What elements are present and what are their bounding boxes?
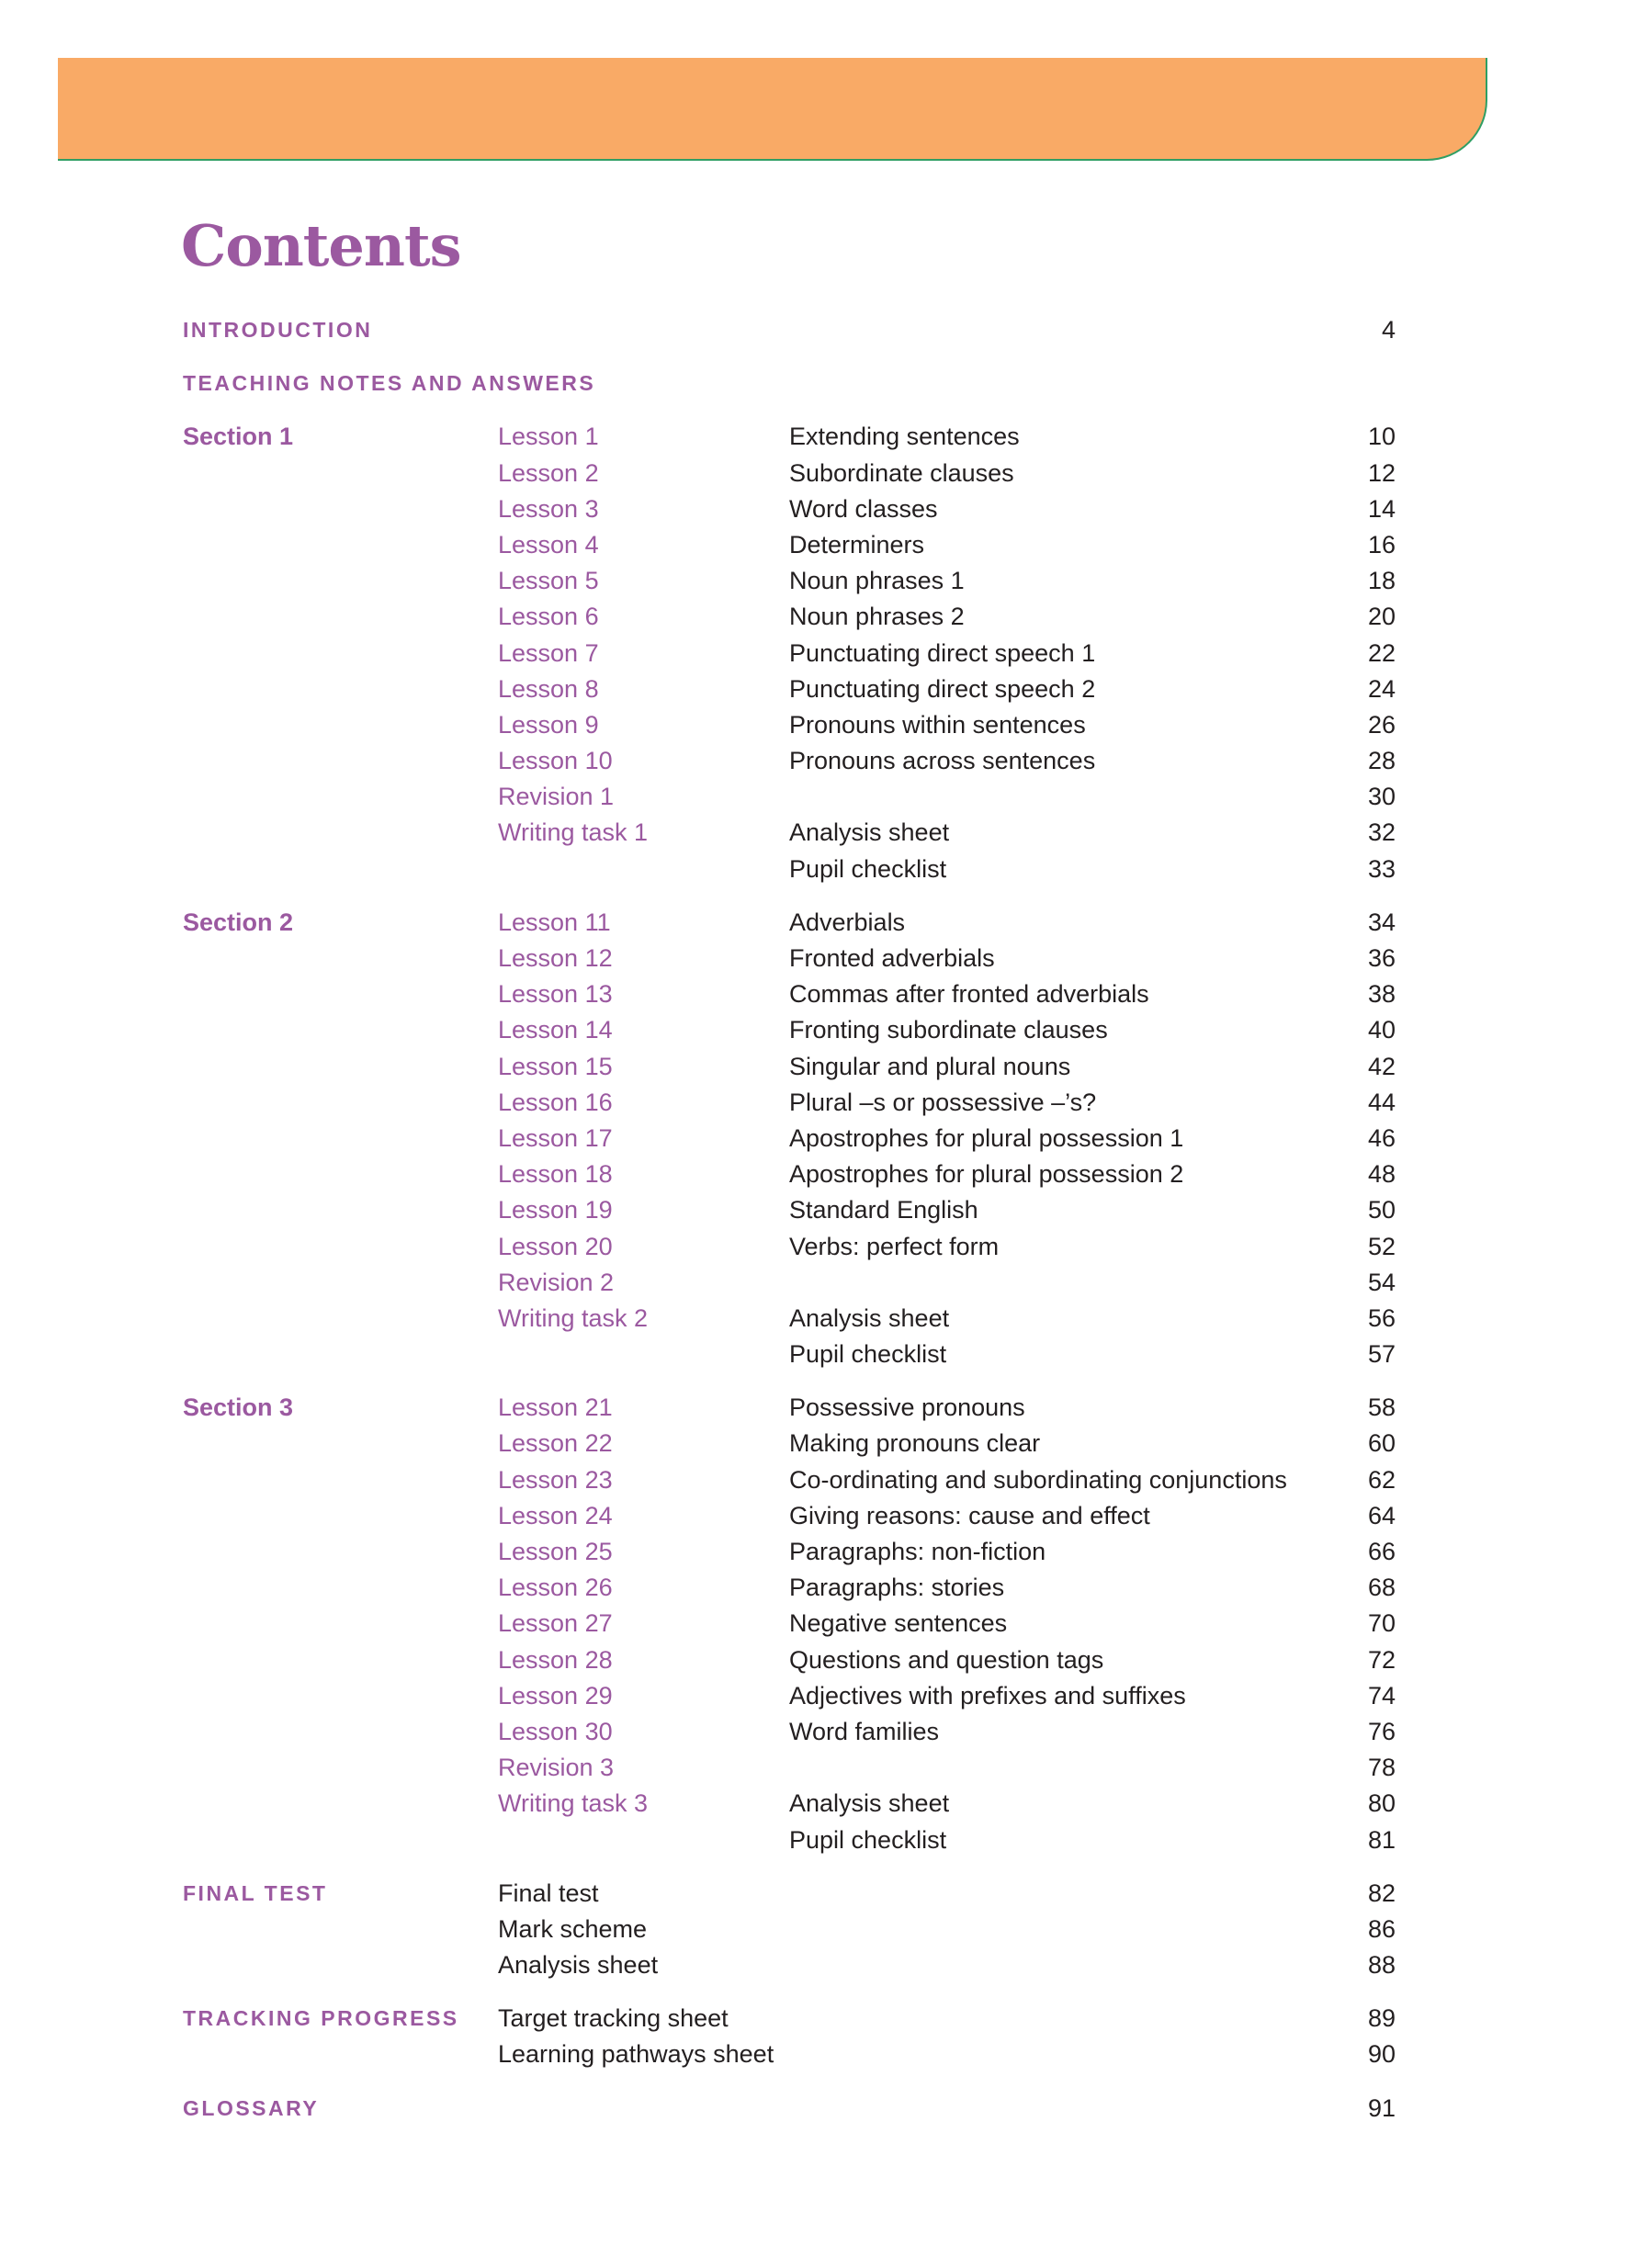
toc-entry[interactable]: [183, 2037, 1396, 2072]
toc-entry[interactable]: [183, 707, 1396, 743]
page-number: 62: [1367, 1465, 1396, 1494]
entry-topic[interactable]: Giving reasons: cause and effect: [789, 1501, 1150, 1529]
page-number: 68: [1367, 1574, 1396, 1602]
entry-topic[interactable]: Extending sentences: [789, 423, 1020, 451]
page-number: 66: [1367, 1538, 1396, 1565]
toc-entry[interactable]: [183, 527, 1396, 563]
entry-topic[interactable]: Punctuating direct speech 2: [789, 674, 1096, 703]
toc-entry[interactable]: [183, 815, 1396, 851]
page-number: 40: [1367, 1016, 1396, 1044]
entry-topic[interactable]: Analysis sheet: [789, 1303, 950, 1332]
entry-label[interactable]: Lesson 14: [498, 1016, 613, 1044]
entry-label[interactable]: Lesson 17: [498, 1123, 613, 1152]
page-number: 52: [1367, 1232, 1396, 1260]
entry-topic[interactable]: Pronouns across sentences: [789, 747, 1096, 775]
toc-entry[interactable]: [183, 1390, 1396, 1426]
toc-entry[interactable]: [183, 1229, 1396, 1265]
toc-entry[interactable]: [183, 1876, 1396, 1912]
page-number: 32: [1367, 818, 1396, 847]
entry-label[interactable]: Writing task 1: [498, 818, 649, 847]
toc-group: [183, 1876, 1396, 1984]
entry-label[interactable]: Lesson 26: [498, 1574, 613, 1602]
entry-topic[interactable]: Standard English: [789, 1196, 978, 1224]
entry-label[interactable]: Learning pathways sheet: [498, 2040, 774, 2069]
entry-label[interactable]: Lesson 29: [498, 1681, 613, 1709]
entry-topic[interactable]: Possessive pronouns: [789, 1394, 1025, 1422]
entry-topic[interactable]: Adverbials: [789, 908, 906, 936]
toc-entry[interactable]: [183, 1157, 1396, 1192]
page-number: 78: [1367, 1754, 1396, 1782]
toc-group: [183, 366, 1396, 401]
toc-entry[interactable]: [183, 1121, 1396, 1157]
page-number: 80: [1367, 1789, 1396, 1818]
entry-label[interactable]: Lesson 3: [498, 494, 599, 523]
toc-entry[interactable]: [183, 599, 1396, 635]
page-number: 36: [1367, 944, 1396, 972]
toc-entry[interactable]: [183, 1265, 1396, 1301]
page-number: 89: [1367, 2004, 1396, 2033]
page-number: 44: [1367, 1088, 1396, 1116]
entry-label[interactable]: Lesson 24: [498, 1501, 613, 1529]
toc-entry[interactable]: [183, 491, 1396, 527]
entry-label[interactable]: Lesson 4: [498, 530, 599, 559]
entry-label[interactable]: Lesson 15: [498, 1052, 613, 1080]
toc-entry[interactable]: [183, 1642, 1396, 1678]
toc-entry[interactable]: [183, 1049, 1396, 1085]
toc-entry[interactable]: [183, 1786, 1396, 1822]
entry-label[interactable]: Lesson 13: [498, 980, 613, 1009]
page-number: 4: [1381, 316, 1396, 344]
toc-entry[interactable]: [183, 1534, 1396, 1570]
toc-group: [183, 419, 1396, 886]
page-number: 42: [1367, 1052, 1396, 1080]
entry-topic[interactable]: Noun phrases 1: [789, 567, 965, 595]
toc-entry[interactable]: [183, 2001, 1396, 2037]
entry-label[interactable]: Lesson 23: [498, 1465, 613, 1494]
toc-group: [183, 905, 1396, 1372]
toc-entry[interactable]: [183, 312, 1396, 348]
section-heading: TEACHING NOTES AND ANSWERS: [183, 371, 596, 396]
page-number: 54: [1367, 1268, 1396, 1296]
entry-label[interactable]: Lesson 11: [498, 908, 611, 936]
page-number: 38: [1367, 980, 1396, 1009]
entry-label[interactable]: Lesson 19: [498, 1196, 613, 1224]
entry-topic[interactable]: Commas after fronted adverbials: [789, 980, 1149, 1009]
entry-label[interactable]: Revision 2: [498, 1268, 615, 1296]
toc-entry[interactable]: [183, 852, 1396, 887]
entry-topic[interactable]: Noun phrases 2: [789, 603, 965, 631]
toc-entry[interactable]: [183, 1606, 1396, 1642]
entry-topic[interactable]: Word classes: [789, 494, 938, 523]
page-number: 72: [1367, 1645, 1396, 1674]
page-number: 14: [1367, 494, 1396, 523]
toc-entry[interactable]: [183, 779, 1396, 815]
entry-topic[interactable]: Plural –s or possessive –’s?: [789, 1088, 1097, 1116]
entry-topic[interactable]: Pupil checklist: [789, 854, 947, 883]
entry-label[interactable]: Analysis sheet: [498, 1951, 659, 1980]
entry-label[interactable]: Lesson 18: [498, 1160, 613, 1189]
toc-entry[interactable]: [183, 1947, 1396, 1983]
entry-topic[interactable]: Pronouns within sentences: [789, 710, 1086, 739]
toc-entry[interactable]: [183, 1678, 1396, 1714]
entry-topic[interactable]: Negative sentences: [789, 1609, 1008, 1638]
entry-topic[interactable]: Questions and question tags: [789, 1645, 1104, 1674]
entry-label[interactable]: Lesson 10: [498, 747, 613, 775]
toc-entry[interactable]: [183, 1498, 1396, 1534]
entry-topic[interactable]: Paragraphs: stories: [789, 1574, 1005, 1602]
entry-label[interactable]: Lesson 21: [498, 1394, 613, 1422]
toc-entry[interactable]: [183, 636, 1396, 671]
entry-topic[interactable]: Paragraphs: non-fiction: [789, 1538, 1046, 1565]
page-number: 16: [1367, 530, 1396, 559]
toc-entry[interactable]: [183, 1301, 1396, 1337]
section-heading: FINAL TEST: [183, 1880, 328, 1905]
entry-label[interactable]: Lesson 12: [498, 944, 613, 972]
entry-topic[interactable]: Analysis sheet: [789, 818, 950, 847]
toc-entry[interactable]: [183, 2091, 1396, 2127]
toc-group: [183, 2091, 1396, 2127]
page-title: Contents: [181, 212, 461, 279]
entry-label[interactable]: Mark scheme: [498, 1914, 648, 1943]
toc-group: [183, 2001, 1396, 2072]
entry-topic[interactable]: Pupil checklist: [789, 1340, 947, 1369]
toc-entry[interactable]: [183, 941, 1396, 976]
toc-entry[interactable]: [183, 1912, 1396, 1947]
header-band: [58, 58, 1487, 161]
toc-group: [183, 312, 1396, 348]
page-number: 30: [1367, 783, 1396, 811]
page-number: 22: [1367, 638, 1396, 667]
entry-label[interactable]: Lesson 1: [498, 423, 599, 451]
entry-label[interactable]: Lesson 27: [498, 1609, 613, 1638]
entry-label[interactable]: Writing task 3: [498, 1789, 649, 1818]
entry-topic[interactable]: Adjectives with prefixes and suffixes: [789, 1681, 1186, 1709]
page-number: 24: [1367, 674, 1396, 703]
entry-label[interactable]: Lesson 2: [498, 458, 599, 487]
page-number: 76: [1367, 1717, 1396, 1745]
entry-label[interactable]: Lesson 7: [498, 638, 599, 667]
entry-label[interactable]: Lesson 9: [498, 710, 599, 739]
page-number: 56: [1367, 1303, 1396, 1332]
entry-topic[interactable]: Verbs: perfect form: [789, 1232, 1000, 1260]
section-heading: INTRODUCTION: [183, 318, 373, 342]
toc-entry[interactable]: [183, 905, 1396, 941]
entry-label[interactable]: Lesson 16: [498, 1088, 613, 1116]
page-number: 90: [1367, 2040, 1396, 2069]
page-number: 88: [1367, 1951, 1396, 1980]
entry-topic[interactable]: Punctuating direct speech 1: [789, 638, 1096, 667]
section-heading: GLOSSARY: [183, 2095, 320, 2120]
entry-topic[interactable]: Co-ordinating and subordinating conjunctions: [789, 1465, 1287, 1494]
entry-topic[interactable]: Word families: [789, 1717, 940, 1745]
toc-entry[interactable]: [183, 1085, 1396, 1121]
page-number: 10: [1367, 423, 1396, 451]
page-number: 12: [1367, 458, 1396, 487]
toc-group: [183, 1390, 1396, 1857]
page-number: 34: [1367, 908, 1396, 936]
page-number: 70: [1367, 1609, 1396, 1638]
page-number: 20: [1367, 603, 1396, 631]
table-of-contents: [183, 312, 1396, 2144]
toc-entry[interactable]: [183, 1750, 1396, 1786]
toc-entry[interactable]: [183, 743, 1396, 779]
entry-label[interactable]: Lesson 6: [498, 603, 599, 631]
section-heading: Section 2: [183, 908, 294, 936]
page-number: 26: [1367, 710, 1396, 739]
entry-topic[interactable]: Analysis sheet: [789, 1789, 950, 1818]
toc-entry[interactable]: [183, 976, 1396, 1012]
page-number: 57: [1367, 1340, 1396, 1369]
toc-entry[interactable]: [183, 419, 1396, 455]
page-number: 74: [1367, 1681, 1396, 1709]
entry-label[interactable]: Revision 3: [498, 1754, 615, 1782]
page-number: 50: [1367, 1196, 1396, 1224]
toc-entry[interactable]: [183, 1012, 1396, 1048]
entry-topic[interactable]: Determiners: [789, 530, 925, 559]
entry-topic[interactable]: Fronting subordinate clauses: [789, 1016, 1108, 1044]
toc-entry[interactable]: [183, 1426, 1396, 1461]
toc-entry[interactable]: [183, 1714, 1396, 1750]
toc-entry: [183, 366, 1396, 401]
section-heading: Section 3: [183, 1394, 294, 1422]
page-number: 82: [1367, 1879, 1396, 1907]
toc-entry[interactable]: [183, 1822, 1396, 1858]
toc-entry[interactable]: [183, 671, 1396, 707]
page-number: 48: [1367, 1160, 1396, 1189]
entry-label[interactable]: Lesson 28: [498, 1645, 613, 1674]
page-number: 18: [1367, 567, 1396, 595]
page-number: 58: [1367, 1394, 1396, 1422]
page-number: 91: [1367, 2093, 1396, 2122]
entry-label[interactable]: Lesson 25: [498, 1538, 613, 1565]
entry-label[interactable]: Lesson 20: [498, 1232, 613, 1260]
toc-entry[interactable]: [183, 563, 1396, 599]
entry-label[interactable]: Lesson 5: [498, 567, 599, 595]
entry-topic[interactable]: Apostrophes for plural possession 2: [789, 1160, 1184, 1189]
toc-entry[interactable]: [183, 1570, 1396, 1606]
section-heading: Section 1: [183, 423, 294, 451]
page-number: 81: [1367, 1825, 1396, 1854]
toc-entry[interactable]: [183, 1462, 1396, 1498]
page-number: 33: [1367, 854, 1396, 883]
entry-label[interactable]: Lesson 8: [498, 674, 599, 703]
entry-topic[interactable]: Subordinate clauses: [789, 458, 1014, 487]
toc-entry[interactable]: [183, 1192, 1396, 1228]
page-number: 64: [1367, 1501, 1396, 1529]
page-number: 60: [1367, 1429, 1396, 1458]
entry-topic[interactable]: Making pronouns clear: [789, 1429, 1041, 1458]
entry-topic[interactable]: Singular and plural nouns: [789, 1052, 1071, 1080]
entry-topic[interactable]: Pupil checklist: [789, 1825, 947, 1854]
page-number: 28: [1367, 747, 1396, 775]
entry-label[interactable]: Writing task 2: [498, 1303, 649, 1332]
entry-label[interactable]: Lesson 22: [498, 1429, 613, 1458]
page-number: 46: [1367, 1123, 1396, 1152]
page-number: 86: [1367, 1914, 1396, 1943]
entry-label[interactable]: Revision 1: [498, 783, 615, 811]
entry-label[interactable]: Final test: [498, 1879, 599, 1907]
section-heading: TRACKING PROGRESS: [183, 2006, 459, 2031]
entry-label[interactable]: Lesson 30: [498, 1717, 613, 1745]
entry-topic[interactable]: Apostrophes for plural possession 1: [789, 1123, 1184, 1152]
toc-entry[interactable]: [183, 456, 1396, 491]
entry-topic[interactable]: Fronted adverbials: [789, 944, 995, 972]
toc-entry[interactable]: [183, 1337, 1396, 1372]
entry-label[interactable]: Target tracking sheet: [498, 2004, 729, 2033]
